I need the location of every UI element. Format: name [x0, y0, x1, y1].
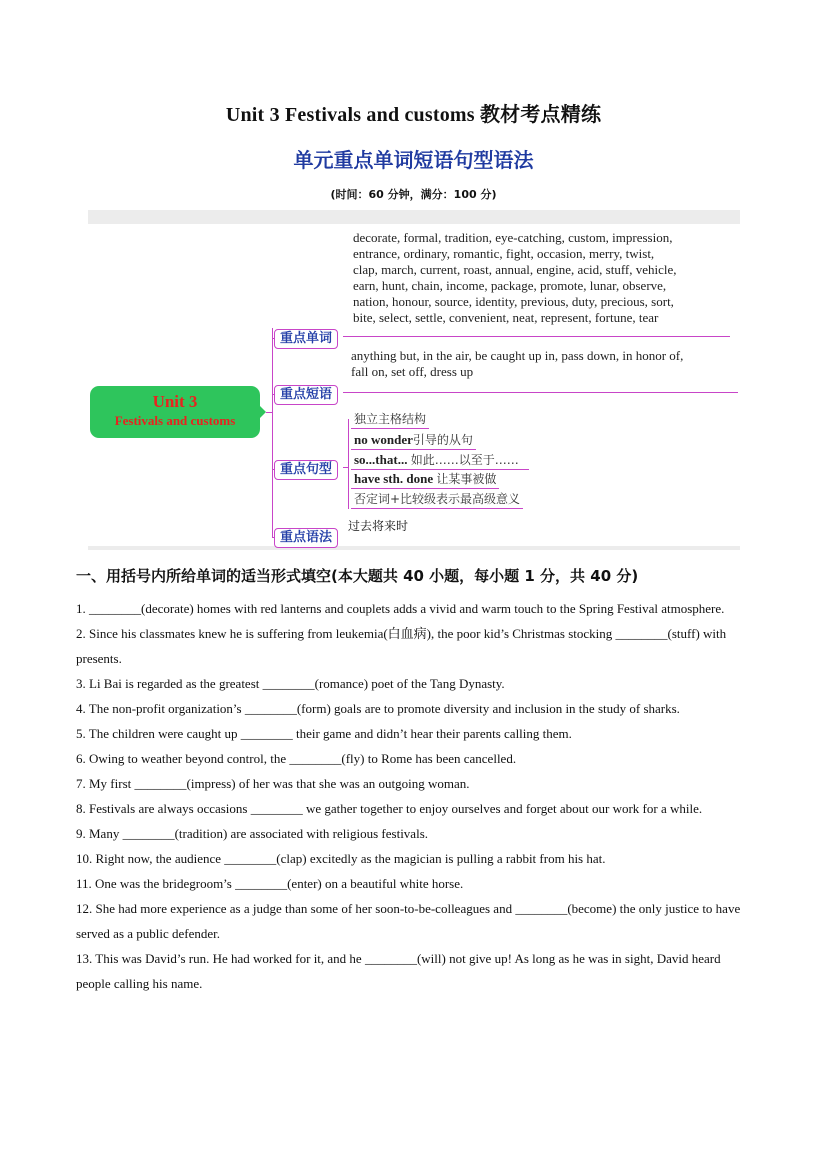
- grammar-text: 过去将来时: [348, 519, 409, 533]
- phrases-line: anything but, in the air, be caught up in, pass down, in honor of,: [351, 348, 684, 363]
- time-info: (时间：60 分钟，满分：100 分): [330, 188, 497, 201]
- question-list: [76, 596, 741, 996]
- phrases-underline: [343, 392, 738, 393]
- node-key-sentences: 重点句型: [274, 460, 338, 480]
- grammar-item: [345, 517, 411, 535]
- question-item: 10. Right now, the audience ________(clap) excitedly as the magician is pulling a rabbit from his hat.: [76, 851, 606, 866]
- question-item: 2. Since his classmates knew he is suffering from leukemia(白血病), the poor kid’s Christmas stocking ________(stuff) with presents.: [76, 626, 727, 666]
- page-title: Unit 3 Festivals and customs 教材考点精练: [225, 104, 602, 126]
- sentence-cn: 让某事被做: [436, 472, 497, 486]
- trunk-line: [272, 328, 273, 538]
- words-list: [353, 230, 677, 326]
- question-item: 6. Owing to weather beyond control, the ________(fly) to Rome has been cancelled.: [76, 751, 517, 766]
- words-underline: [343, 336, 730, 337]
- sentence-cn: 独立主格结构: [354, 412, 427, 426]
- words-line: bite, select, settle, convenient, neat, represent, fortune, tear: [353, 310, 659, 325]
- words-line: entrance, ordinary, romantic, fight, occasion, merry, twist,: [353, 246, 655, 261]
- question-item: 8. Festivals are always occasions ________ we gather together to enjoy ourselves and forget about our work for a while.: [76, 801, 703, 816]
- sentence-cn: 如此……以至于……: [410, 453, 519, 467]
- sentence-cn: 引导的从句: [412, 433, 473, 447]
- node-key-grammar: 重点语法: [274, 528, 338, 548]
- question-item: 5. The children were caught up ________ their game and didn’t hear their parents calling them.: [76, 726, 572, 741]
- sentence-item: [351, 470, 499, 489]
- phrases-line: fall on, set off, dress up: [351, 364, 474, 379]
- question-item: 11. One was the bridegroom’s ________(enter) on a beautiful white horse.: [76, 876, 464, 891]
- sentences-link: [343, 467, 349, 468]
- question-item: 3. Li Bai is regarded as the greatest ________(romance) poet of the Tang Dynasty.: [76, 676, 505, 691]
- words-line: nation, honour, source, identity, previous, duty, precious, sort,: [353, 294, 674, 309]
- words-line: earn, hunt, chain, income, package, promote, lunar, observe,: [353, 278, 667, 293]
- mind-map-canvas: [88, 224, 740, 546]
- sentence-en: no wonder: [354, 432, 413, 447]
- phrases-list: [351, 348, 683, 380]
- question-item: 13. This was David’s run. He had worked for it, and he ________(will) not give up! As long as he was in sight, David heard people calling his name.: [76, 951, 721, 991]
- question-item: 7. My first ________(impress) of her was that she was an outgoing woman.: [76, 776, 470, 791]
- node-key-phrases: 重点短语: [274, 385, 338, 405]
- question-item: 9. Many ________(tradition) are associated with religious festivals.: [76, 826, 429, 841]
- question-item: 1. ________(decorate) homes with red lanterns and couplets adds a vivid and warm touch to the Spring Festival atmosphere.: [76, 601, 725, 616]
- sentence-item: [351, 451, 529, 470]
- section-heading: 一、用括号内所给单词的适当形式填空(本大题共 40 小题，每小题 1 分，共 40 分): [76, 567, 639, 585]
- root-subtitle: Festivals and customs: [114, 413, 236, 428]
- node-key-words: 重点单词: [274, 329, 338, 349]
- mind-map: [88, 210, 740, 550]
- sentence-item: [351, 490, 523, 509]
- words-line: clap, march, current, roast, annual, engine, acid, stuff, vehicle,: [353, 262, 677, 277]
- mind-map-root: [90, 386, 260, 438]
- root-title: Unit 3: [152, 392, 198, 411]
- sentence-item: [351, 431, 476, 450]
- words-line: decorate, formal, tradition, eye-catching, custom, impression,: [353, 230, 673, 245]
- page-subtitle: 单元重点单词短语句型语法: [293, 148, 534, 172]
- question-item: 4. The non-profit organization’s ________(form) goals are to promote diversity and inclusion in the study of sharks.: [76, 701, 680, 716]
- sentence-item: [351, 410, 429, 429]
- sentence-en: so...that...: [354, 452, 408, 467]
- sentence-cn: 否定词+比较级表示最高级意义: [354, 492, 521, 506]
- sentence-en: have sth. done: [354, 471, 434, 486]
- sentences-bracket: [348, 419, 349, 509]
- question-item: 12. She had more experience as a judge than some of her soon-to-be-colleagues and ________(become) the only justice to have served as a public defender.: [76, 901, 741, 941]
